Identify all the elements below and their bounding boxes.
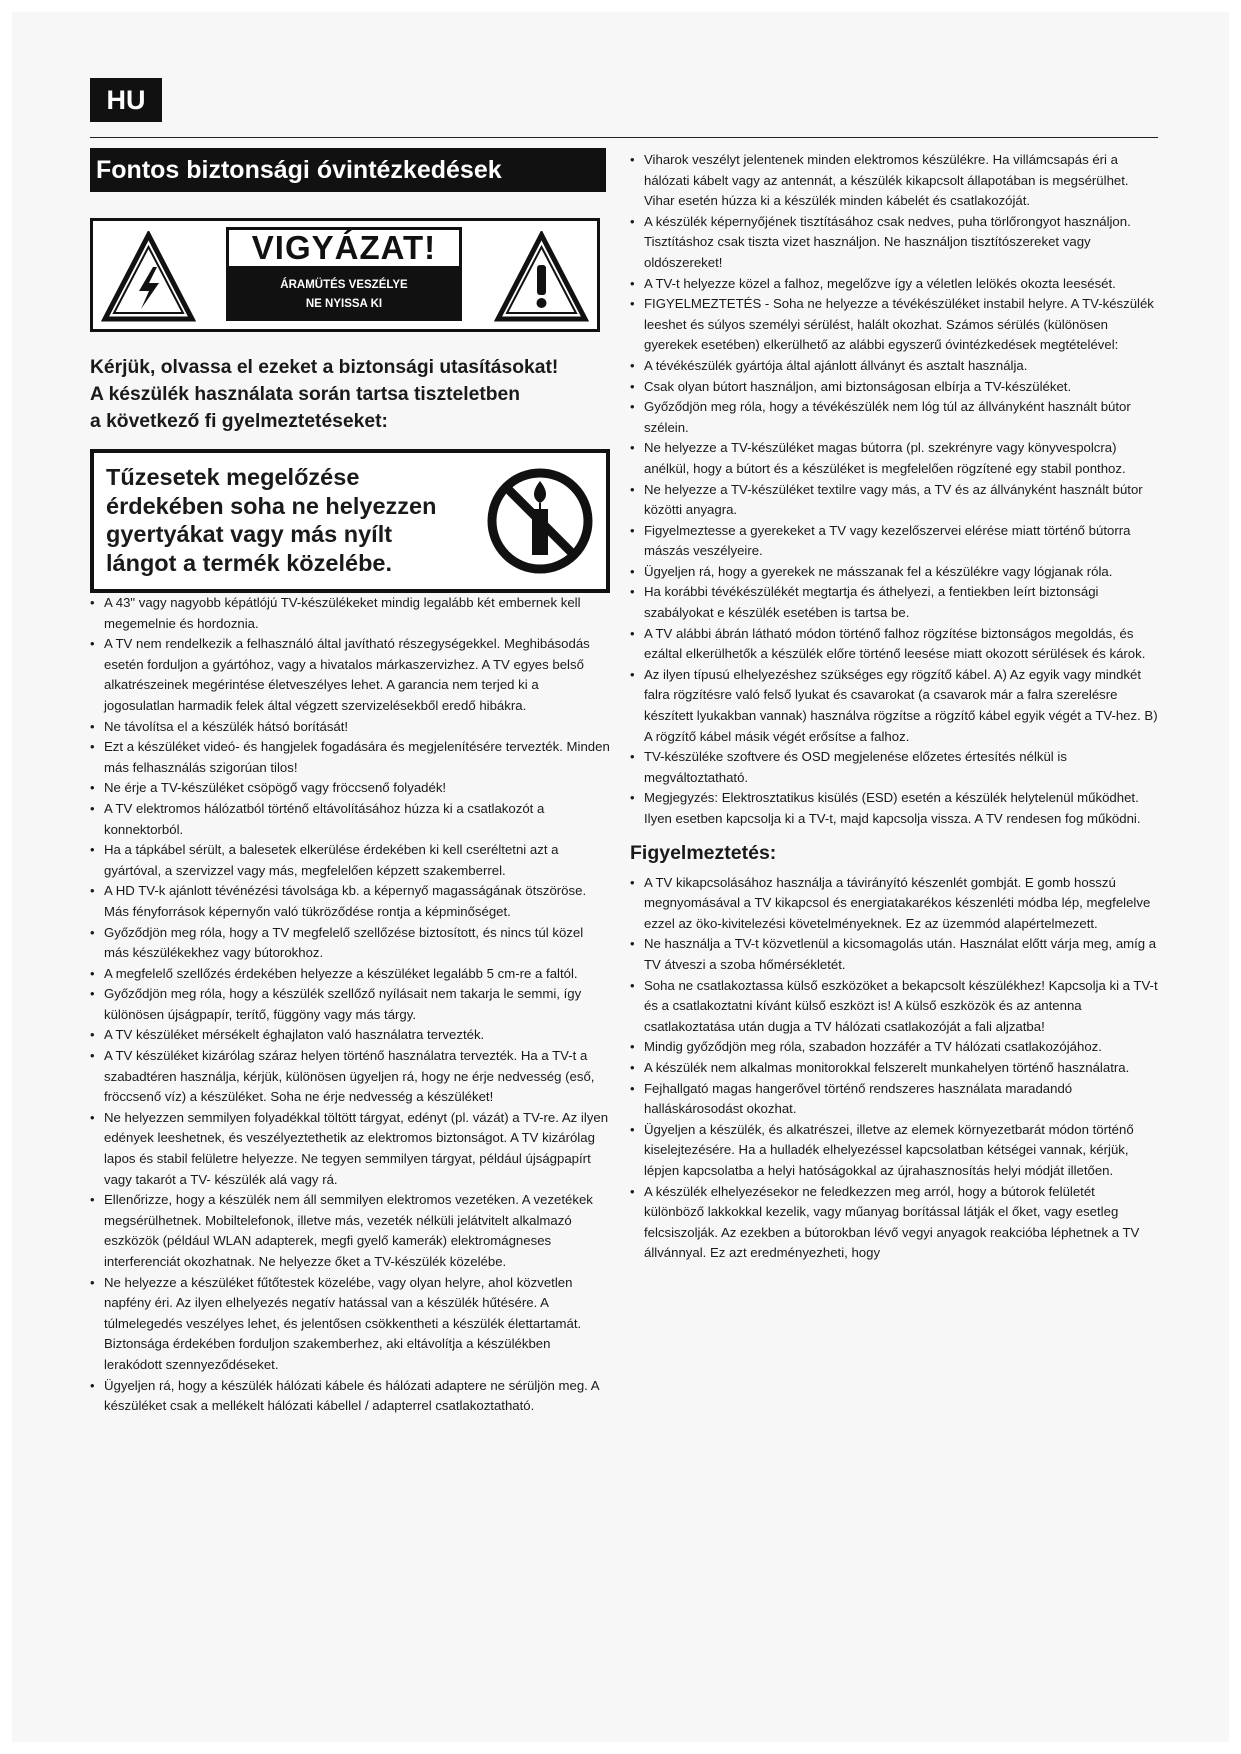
list-item: • Ha a tápkábel sérült, a balesetek elkerülése érdekében ki kell cseréltetni azt a gyártóval, a szervizzel vagy más, megfelelően képzett szakemberrel.: [90, 840, 610, 881]
section-title: Fontos biztonsági óvintézkedések: [90, 148, 606, 192]
list-item: • A készülék nem alkalmas monitorokkal felszerelt munkahelyen történő használatra.: [630, 1058, 1158, 1079]
list-item: • Ügyeljen rá, hogy a gyerekek ne másszanak fel a készülékre vagy lógjanak róla.: [630, 562, 1158, 583]
fire-line-3: gyertyákat vagy más nyílt: [106, 521, 393, 547]
list-item: • Győződjön meg róla, hogy a készülék szellőző nyílásait nem takarja le semmi, így különösen újságpapír, terítő, függöny vagy más tárgy.: [90, 984, 610, 1025]
list-item: • Mindig győződjön meg róla, szabadon hozzáfér a TV hálózati csatlakozójához.: [630, 1037, 1158, 1058]
fire-line-1: Tűzesetek megelőzése: [106, 464, 360, 490]
list-item: • Ügyeljen rá, hogy a készülék hálózati kábele és hálózati adaptere ne sérüljön meg. A készüléket csak a mellékelt hálózati kábellel / adapterrel csatlakoztatható.: [90, 1376, 610, 1417]
caution-subtitle: [226, 269, 462, 321]
list-item: • A TV készüléket kizárólag száraz helyen történő használatra tervezték. Ha a TV-t a szabadtéren használja, kérjük, különösen ügyeljen rá, hogy ne érje nedvesség (eső, fröccsenő víz) a készüléket. Soha ne érje nedvesség a készüléket!: [90, 1046, 610, 1108]
fire-line-2: érdekében soha ne helyezzen: [106, 492, 437, 519]
warning-bullet-list: [630, 873, 1158, 1264]
list-item: • Viharok veszélyt jelentenek minden elektromos készülékre. Ha villámcsapás éri a hálózati kábelt vagy az antennát, a készülék kikapcsolt állapotában is megsérülhet. Vihar esetén húzza ki a készülék minden kábelét és csatlakozóját.: [630, 150, 1158, 212]
list-item: • A készülék képernyőjének tisztításához csak nedves, puha törlőrongyot használjon. Tisztításhoz csak tiszta vizet használjon. Ne használjon tisztítószereket vagy oldószereket!: [630, 212, 1158, 274]
list-item: • A TV készüléket mérsékelt éghajlaton való használatra tervezték.: [90, 1025, 610, 1046]
language-badge: HU: [90, 78, 162, 122]
list-item: • A TV kikapcsolásához használja a távirányító készenlét gombját. E gomb hosszú megnyomásával a TV kikapcsol és energiatakarékos készenléti módba lép, megfelelve ezzel az öko-kivitelezési követelményeknek. Ez az üzemmód alapértelmezett.: [630, 873, 1158, 935]
header-rule: [90, 137, 1158, 138]
electric-shock-warning-icon: [101, 231, 196, 323]
list-item: • Ne helyezze a TV-készüléket magas bútorra (pl. szekrényre vagy könyvespolcra) anélkül, hogy a bútort és a készüléket is megfelelően rögzítené egy stabil ponthoz.: [630, 438, 1158, 479]
exclamation-warning-icon: [494, 231, 589, 323]
caution-center: [226, 227, 462, 323]
caution-sub-line2: NE NYISSA KI: [305, 298, 383, 310]
caution-label: [90, 218, 600, 332]
list-item: • A HD TV-k ajánlott tévénézési távolsága kb. a képernyő magasságának ötszöröse. Más fényforrások képernyőn való tükröződése rontja a képminőséget.: [90, 881, 610, 922]
list-item: • Ne helyezze a TV-készüléket textilre vagy más, a TV és az állványként használt bútor közötti anyagra.: [630, 480, 1158, 521]
list-item: • A 43" vagy nagyobb képátlójú TV-készülékeket mindig legalább két embernek kell megemelnie és hordoznia.: [90, 593, 610, 634]
list-item: • Fejhallgató magas hangerővel történő rendszeres használata maradandó halláskárosodást okozhat.: [630, 1079, 1158, 1120]
intro-text: [90, 354, 610, 435]
no-candle-icon: [486, 467, 594, 575]
right-column: [630, 150, 1158, 1264]
fire-warning-text: [106, 463, 446, 577]
list-item: • Ezt a készüléket videó- és hangjelek fogadására és megjelenítésére tervezték. Minden más felhasználás szigorúan tilos!: [90, 737, 610, 778]
list-item: • Ne használja a TV-t közvetlenül a kicsomagolás után. Használat előtt várja meg, amíg a TV átveszi a szoba hőmérsékletét.: [630, 934, 1158, 975]
caution-sub-line1: ÁRAMÜTÉS VESZÉLYE: [280, 279, 408, 291]
left-column: [90, 150, 610, 1417]
list-item: • Ne helyezze a készüléket fűtőtestek közelébe, vagy olyan helyre, ahol közvetlen napfény éri. Az ilyen elhelyezés negatív hatással van a készülék hűtésére. A túlmelegedés veszélyes lehet, és jelentősen csökkentheti a készülék élettartamát. Biztonsága érdekében forduljon szakemberhez, aki eltávolítja a készülékben lerakódott szennyeződéseket.: [90, 1273, 610, 1376]
caution-title: VIGYÁZAT!: [226, 227, 462, 269]
list-item: • A TV nem rendelkezik a felhasználó által javítható részegységekkel. Meghibásodás esetén forduljon a gyártóhoz, vagy a hivatalos márkaszervizhez. A TV egyes belső alkatrészeinek megérintése életveszélyes lehet. A garancia nem terjed ki a jogosulatlan harmadik felek által végzett szervizelésekből eredő hibákra.: [90, 634, 610, 716]
list-item: • Ne érje a TV-készüléket csöpögő vagy fröccsenő folyadék!: [90, 778, 610, 799]
list-item: • Csak olyan bútort használjon, ami biztonságosan elbírja a TV-készüléket.: [630, 377, 1158, 398]
list-item: • Ügyeljen a készülék, és alkatrészei, illetve az elemek környezetbarát módon történő kiselejtezésére. Ha a hulladék elhelyezéssel kapcsolatban kétségei vannak, kérjük, lépjen kapcsolatba a helyi hatóságokkal az újrahasznosítás helyi módját illetően.: [630, 1120, 1158, 1182]
list-item: • Megjegyzés: Elektrosztatikus kisülés (ESD) esetén a készülék helytelenül működhet. Ilyen esetben kapcsolja ki a TV-t, majd kapcsolja vissza. A TV rendesen fog működni.: [630, 788, 1158, 829]
fire-warning-box: [90, 449, 610, 593]
list-item: • Ha korábbi tévékészülékét megtartja és áthelyezi, a fentiekben leírt biztonsági szabályokat e készülék esetében is tartsa be.: [630, 582, 1158, 623]
fire-line-4: lángot a termék közelébe.: [106, 549, 393, 576]
right-bullet-list: [630, 150, 1158, 830]
left-bullet-list: [90, 593, 610, 1417]
list-item: • A megfelelő szellőzés érdekében helyezze a készüléket legalább 5 cm-re a faltól.: [90, 964, 610, 985]
list-item: • A TV alábbi ábrán látható módon történő falhoz rögzítése biztonságos megoldás, és ezáltal elkerülhetők a készülék előre történő leesése miatt okozott sérülések és károk.: [630, 624, 1158, 665]
list-item: • Győződjön meg róla, hogy a tévékészülék nem lóg túl az állványként használt bútor szélein.: [630, 397, 1158, 438]
intro-line-3: a következő fi gyelmeztetéseket:: [90, 411, 388, 432]
list-item: • TV-készüléke szoftvere és OSD megjelenése előzetes értesítés nélkül is megváltoztatható.: [630, 747, 1158, 788]
list-item: • Figyelmeztesse a gyerekeket a TV vagy kezelőszervei elérése miatt történő bútorra mászás veszélyeire.: [630, 521, 1158, 562]
list-item: • A TV elektromos hálózatból történő eltávolításához húzza ki a csatlakozót a konnektorból.: [90, 799, 610, 840]
list-item: • Ne távolítsa el a készülék hátsó borítását!: [90, 717, 610, 738]
list-item: • A készülék elhelyezésekor ne feledkezzen meg arról, hogy a bútorok felületét különböző lakkokkal kezelik, vagy műanyag borítással látják el őket, vagy esetleg felcsiszolják. Az ezekben a bútorokban lévő vegyi anyagok reakcióba léphetnek a TV állvánnyal. Ez azt eredményezheti, hogy: [630, 1182, 1158, 1264]
list-item: • A tévékészülék gyártója által ajánlott állványt és asztalt használja.: [630, 356, 1158, 377]
list-item: • Ne helyezzen semmilyen folyadékkal töltött tárgyat, edényt (pl. vázát) a TV-re. Az ilyen edények leeshetnek, és veszélyeztethetik az elektromos biztonságot. A TV kizárólag lapos és stabil felületre helyezze. Ne tegyen semmilyen tárgyat, például újságpapírt vagy takarót a TV- készülék alá vagy rá.: [90, 1108, 610, 1190]
list-item: • FIGYELMEZTETÉS - Soha ne helyezze a tévékészüléket instabil helyre. A TV-készülék leeshet és súlyos személyi sérülést, halált okozhat. Számos sérülés (különösen gyerekek esetében) elkerülhető az alábbi egyszerű óvintézkedések megtételével:: [630, 294, 1158, 356]
warning-heading: Figyelmeztetés:: [630, 841, 777, 864]
list-item: • Győződjön meg róla, hogy a TV megfelelő szellőzése biztosított, és nincs túl közel más készülékekhez vagy bútorokhoz.: [90, 923, 610, 964]
intro-line-2: A készülék használata során tartsa tiszteletben: [90, 384, 521, 405]
list-item: • A TV-t helyezze közel a falhoz, megelőzve így a véletlen lelökés okozta leesését.: [630, 274, 1158, 295]
list-item: • Az ilyen típusú elhelyezéshez szükséges egy rögzítő kábel. A) Az egyik vagy mindkét falra rögzítésre való felső lyukat és csavarokat (a csavarok már a falra szerelésre készített lyukakban vannak) használva rögzítse a rögzítő kábel egyik végét a TV-hez. B) A rögzítő kábel másik végét erősítse a falhoz.: [630, 665, 1158, 747]
list-item: • Soha ne csatlakoztassa külső eszközöket a bekapcsolt készülékhez! Kapcsolja ki a TV-t és a csatlakoztatni kívánt külső eszközt is! A külső eszközök és az antenna csatlakoztatása után dugja a TV hálózati csatlakozóját a fali aljzatba!: [630, 976, 1158, 1038]
list-item: • Ellenőrizze, hogy a készülék nem áll semmilyen elektromos vezetéken. A vezetékek megsérülhetnek. Mobiltelefonok, illetve más, vezeték nélküli jelátvitelt alkalmazó eszközök (például WLAN adapterek, megfi gyelő kamerák) elektromágneses interferenciát okozhatnak. Ne helyezze őket a TV-készülék közelébe.: [90, 1190, 610, 1272]
intro-line-1: Kérjük, olvassa el ezeket a biztonsági utasításokat!: [90, 357, 559, 378]
